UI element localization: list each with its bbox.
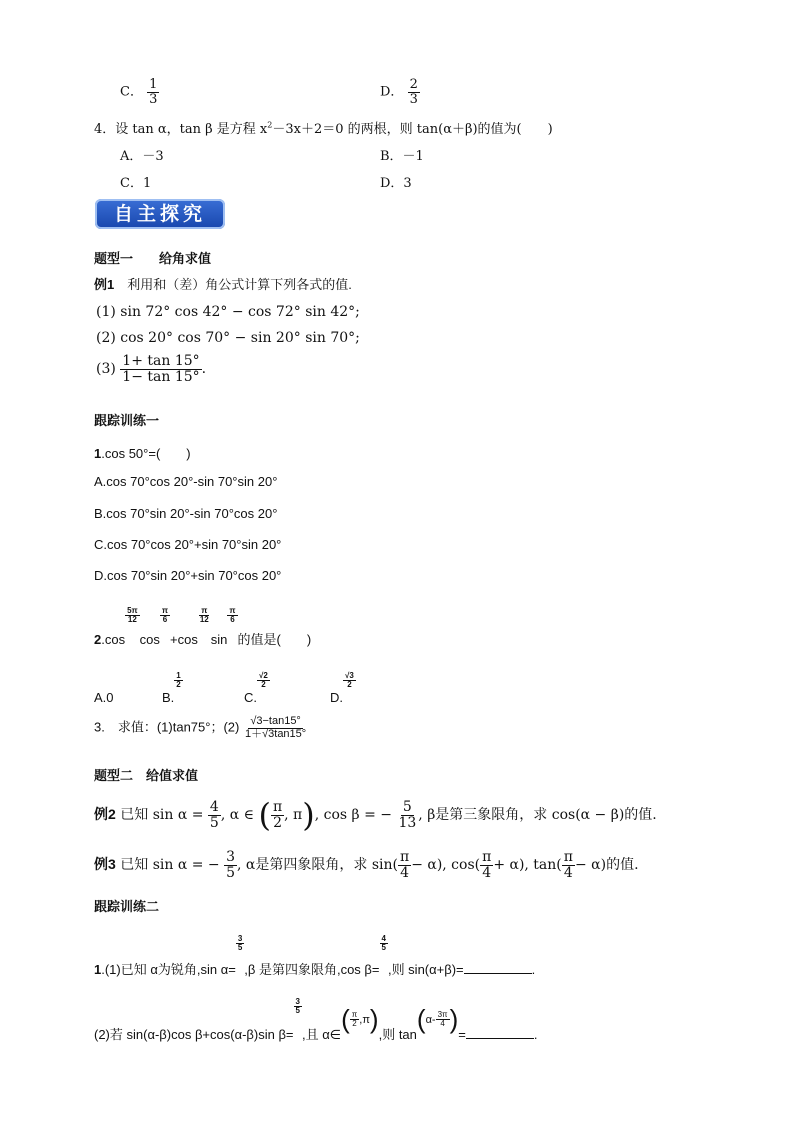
practice1-q2-option-c: C. $\frac{√2}{2}$ bbox=[244, 671, 268, 705]
fraction: $\frac{√2}{2}$ bbox=[259, 671, 268, 690]
example-1-part-2: (2) cos 20° cos 70° − sin 20° sin 70°; bbox=[96, 330, 360, 346]
section-banner-label: 自主探究 bbox=[113, 203, 206, 225]
fraction: $\frac{√3-\tan 15^\circ}{1+√3\tan 15^\circ}$ bbox=[244, 715, 307, 740]
fraction: $\frac{1}{3}$ bbox=[149, 77, 158, 107]
fraction: $\frac{3}{5}$ bbox=[226, 849, 236, 881]
practice1-q2-option-b: B. $\frac{1}{2}$ bbox=[162, 671, 181, 705]
fraction: $\frac{2}{3}$ bbox=[409, 77, 418, 107]
practice1-q1-option-c: C.cos 70°cos 20°+sin 70°sin 20° bbox=[94, 537, 282, 552]
option-c: C． $\frac{1}{3}$ bbox=[120, 77, 158, 107]
fraction: $\frac{\pi}{6}$ bbox=[229, 606, 236, 625]
fraction: $\frac{3}{5}$ bbox=[295, 997, 300, 1016]
fraction: $\frac{\pi}{4}$ bbox=[399, 849, 410, 881]
question-4-option-c: C．1 bbox=[120, 176, 152, 191]
practice1-q1-option-b: B.cos 70°sin 20°-sin 70°cos 20° bbox=[94, 506, 278, 521]
fraction: $\frac{\pi}{4}$ bbox=[563, 849, 573, 881]
example-1-part-1: (1) sin 72° cos 42° − cos 72° sin 42°; bbox=[96, 304, 360, 320]
section-banner bbox=[95, 199, 225, 229]
fraction: $\frac{\pi}{2}$ bbox=[351, 1009, 358, 1028]
fraction: $\frac{5}{13}$ bbox=[398, 798, 417, 831]
practice1-heading: 跟踪训练一 bbox=[94, 413, 160, 428]
type2-heading: 题型二 给值求值 bbox=[94, 768, 199, 783]
practice2-heading: 跟踪训练二 bbox=[94, 899, 160, 914]
answer-blank[interactable] bbox=[464, 961, 532, 974]
example-2: 例2 已知 sin α = $\frac{4}{5}$ , α ∈ ( $\frac{\pi}{2}$ , π), cos β = − $\frac{5}{13}$ , β是第三象限角，求 cos(α − β)的值. bbox=[94, 796, 657, 834]
practice1-q2-option-d: D. $\frac{√3}{2}$ bbox=[330, 671, 354, 705]
answer-blank[interactable] bbox=[466, 1026, 534, 1039]
question-4-stem: 4．设 tan α，tan β 是方程 $x^2-3x+2=0$ 的两根，则 tan(α＋β)的值为( ) bbox=[94, 120, 553, 137]
practice2-question-2: (2)若 sin(α-β)cos β+cos(α-β)sin β= $\frac{3}{5}$ ,且 α∈( $\frac{\pi}{2}$ ,π),则 tan(α- $\frac{3\pi}{4}$ )= . bbox=[94, 997, 538, 1042]
example-1: 例1 利用和（差）角公式计算下列各式的值. bbox=[94, 277, 352, 292]
question-4-option-a: A．－3 bbox=[120, 149, 164, 164]
example-1-part-3: (3) $\frac{1+ \tan 15^\circ}{1- \tan 15^\circ}$ . bbox=[96, 353, 207, 385]
fraction: $\frac{1+ \tan 15^\circ}{1- \tan 15^\circ}$ bbox=[122, 353, 200, 385]
fraction: $\frac{4}{5}$ bbox=[209, 798, 219, 831]
question-4-option-b: B．－1 bbox=[380, 149, 424, 164]
fraction: $\frac{1}{2}$ bbox=[176, 671, 181, 690]
option-d: D． $\frac{2}{3}$ bbox=[380, 77, 418, 107]
practice2-question-1: 1.(1)已知 α为锐角,sin α= $\frac{3}{5}$ ,β 是第四象限角,cos β= $\frac{4}{5}$ ,则 sin(α+β)= . bbox=[94, 934, 536, 977]
fraction: $\frac{3\pi}{4}$ bbox=[437, 1009, 448, 1028]
practice1-question-2: 2.cos $\frac{5\pi}{12}$ cos $\frac{\pi}{6}$ +cos $\frac{\pi}{12}$ sin $\frac{\pi}{6}$ 的值是( ) bbox=[94, 606, 312, 647]
practice1-question-3: 3. 求值：(1)tan75°；(2) $\frac{√3-\tan 15^\circ}{1+√3\tan 15^\circ}$ bbox=[94, 715, 307, 740]
fraction: $\frac{3}{5}$ bbox=[237, 934, 243, 953]
fraction: $\frac{4}{5}$ bbox=[381, 934, 386, 953]
practice1-question-1: 1.cos 50°=( ) bbox=[94, 446, 191, 461]
fraction: $\frac{\pi}{2}$ bbox=[272, 798, 283, 831]
question-4-option-d: D．3 bbox=[380, 176, 412, 191]
fraction: $\frac{\pi}{4}$ bbox=[482, 849, 492, 881]
fraction: $\frac{√3}{2}$ bbox=[345, 671, 354, 690]
practice1-q1-option-a: A.cos 70°cos 20°-sin 70°sin 20° bbox=[94, 474, 278, 489]
fraction: $\frac{\pi}{6}$ bbox=[161, 606, 169, 625]
practice1-q1-option-d: D.cos 70°sin 20°+sin 70°cos 20° bbox=[94, 568, 282, 583]
practice1-q2-option-a: A.0 bbox=[94, 690, 114, 705]
example-3: 例3 已知 sin α = − $\frac{3}{5}$ , α是第四象限角，求 sin( $\frac{\pi}{4}$ − α), cos( $\frac{\pi}{4}$ + α), tan( $\frac{\pi}{4}$ − α)的值. bbox=[94, 849, 639, 881]
fraction: $\frac{5\pi}{12}$ bbox=[127, 606, 138, 625]
type1-heading: 题型一 给角求值 bbox=[94, 251, 212, 266]
fraction: $\frac{\pi}{12}$ bbox=[199, 606, 209, 625]
